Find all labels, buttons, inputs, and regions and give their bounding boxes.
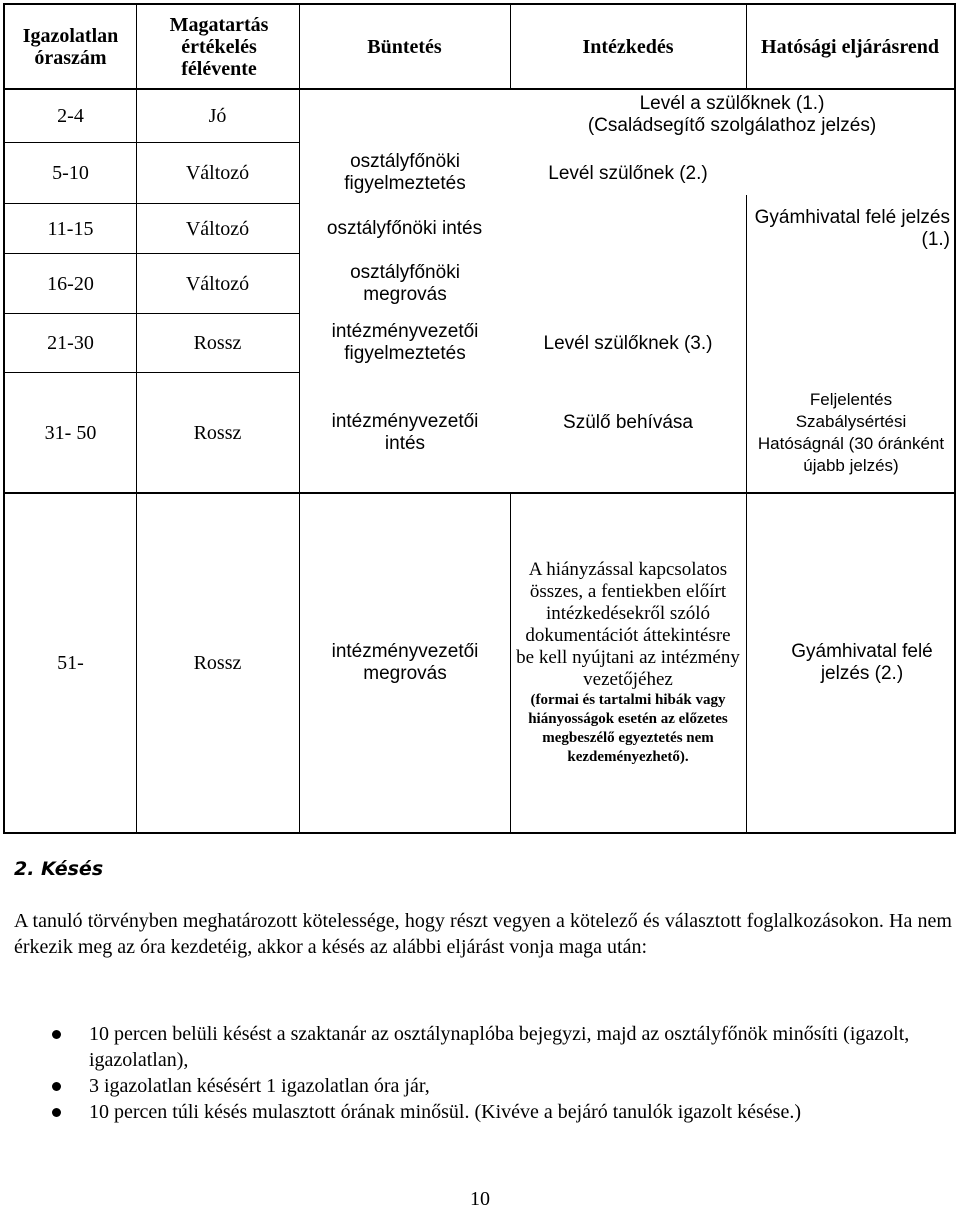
cell-absences: 5-10 [52,162,89,184]
documentation-note: (formai és tartalmi hibák vagy hiányosságok esetén az előzetes megbeszélő egyeztetés nem kezdeményezhető). [528,692,728,765]
header-conduct: Magatartás értékelés félévente [169,13,269,80]
section-title: 2. Késés [14,858,104,880]
cell-punishment: osztályfőnöki figyelmeztetés [344,151,466,194]
list-item [14,1021,952,1073]
header-authority: Hatósági eljárásrend [761,35,939,58]
col-divider [746,492,747,832]
cell-conduct: Változó [185,272,250,295]
cell-absences: 2-4 [57,104,84,127]
cell-conduct: Rossz [193,421,242,444]
cell-conduct: Változó [185,162,250,184]
cell-conduct: Rossz [193,652,242,674]
cell-conduct: Jó [208,104,227,127]
list-item-text: 3 igazolatlan késésért 1 igazolatlan óra jár, [89,1075,430,1097]
cell-absences: 21-30 [47,332,94,354]
col-divider [299,5,300,832]
section-paragraph: A tanuló törvényben meghatározott kötelessége, hogy részt vegyen a kötelező és választott foglalkozásokon. Ha nem érkezik meg az óra kezdetéig, akkor a késés az alábbi eljárást vonja maga után: [14,910,952,958]
cell-punishment: osztályfőnöki megrovás [350,261,460,305]
bullet-icon [52,1030,61,1039]
list-item [14,1073,952,1099]
cell-punishment: osztályfőnöki intés [326,217,483,239]
list-item-text: 10 percen belüli késést a szaktanár az osztálynaplóba bejegyzi, majd az osztályfőnök minősíti (igazolt, igazolatlan), [89,1023,910,1071]
letter-to-parents-1 [510,89,954,141]
absence-table [3,3,956,834]
cell-absences: 16-20 [47,272,94,295]
documentation-text: A hiányzással kapcsolatos összes, a fentiekben előírt intézkedésekről szóló dokumentációt áttekintésre be kell nyújtani az intézmény vezetőjéhez [516,559,740,690]
list-item-text: 10 percen túli késés mulasztott órának minősül. (Kivéve a bejáró tanulók igazolt késése.) [89,1101,802,1123]
page-number: 10 [470,1188,490,1210]
bullet-icon [52,1082,61,1091]
family-support-note: (Családsegítő szolgálathoz jelzés) [587,115,877,136]
misdemeanor-report: Feljelentés Szabálysértési Hatóságnál (30 óránként újabb jelzés) [757,389,945,475]
guardianship-report-2: Gyámhivatal felé jelzés (2.) [791,641,933,684]
list-item [14,1099,952,1125]
cell-punishment: intézményvezetői intés [331,410,479,454]
documentation-requirement [515,494,741,832]
guardianship-report-1: Gyámhivatal felé jelzés (1.) [754,207,950,250]
header-punishment: Büntetés [367,35,442,58]
letter-to-parent-2: Levél szülőnek (2.) [548,163,708,184]
header-measure: Intézkedés [582,35,674,58]
cell-absences: 51- [57,652,84,674]
letter-to-parents-3: Levél szülőknek (3.) [543,333,713,354]
bullet-icon [52,1108,61,1117]
cell-conduct: Rossz [193,332,242,354]
cell-absences: 11-15 [47,217,94,240]
col-divider [510,492,511,832]
cell-conduct: Változó [185,217,250,240]
rules-list [14,1021,952,1125]
header-absences: Igazolatlan óraszám [22,24,119,69]
cell-absences: 31- 50 [44,421,97,444]
cell-punishment: intézményvezetői megrovás [331,641,479,684]
letter-to-parents-1-line: Levél a szülőknek (1.) [639,93,825,114]
parent-summon: Szülő behívása [563,412,693,433]
cell-punishment: intézményvezetői figyelmeztetés [331,321,479,364]
